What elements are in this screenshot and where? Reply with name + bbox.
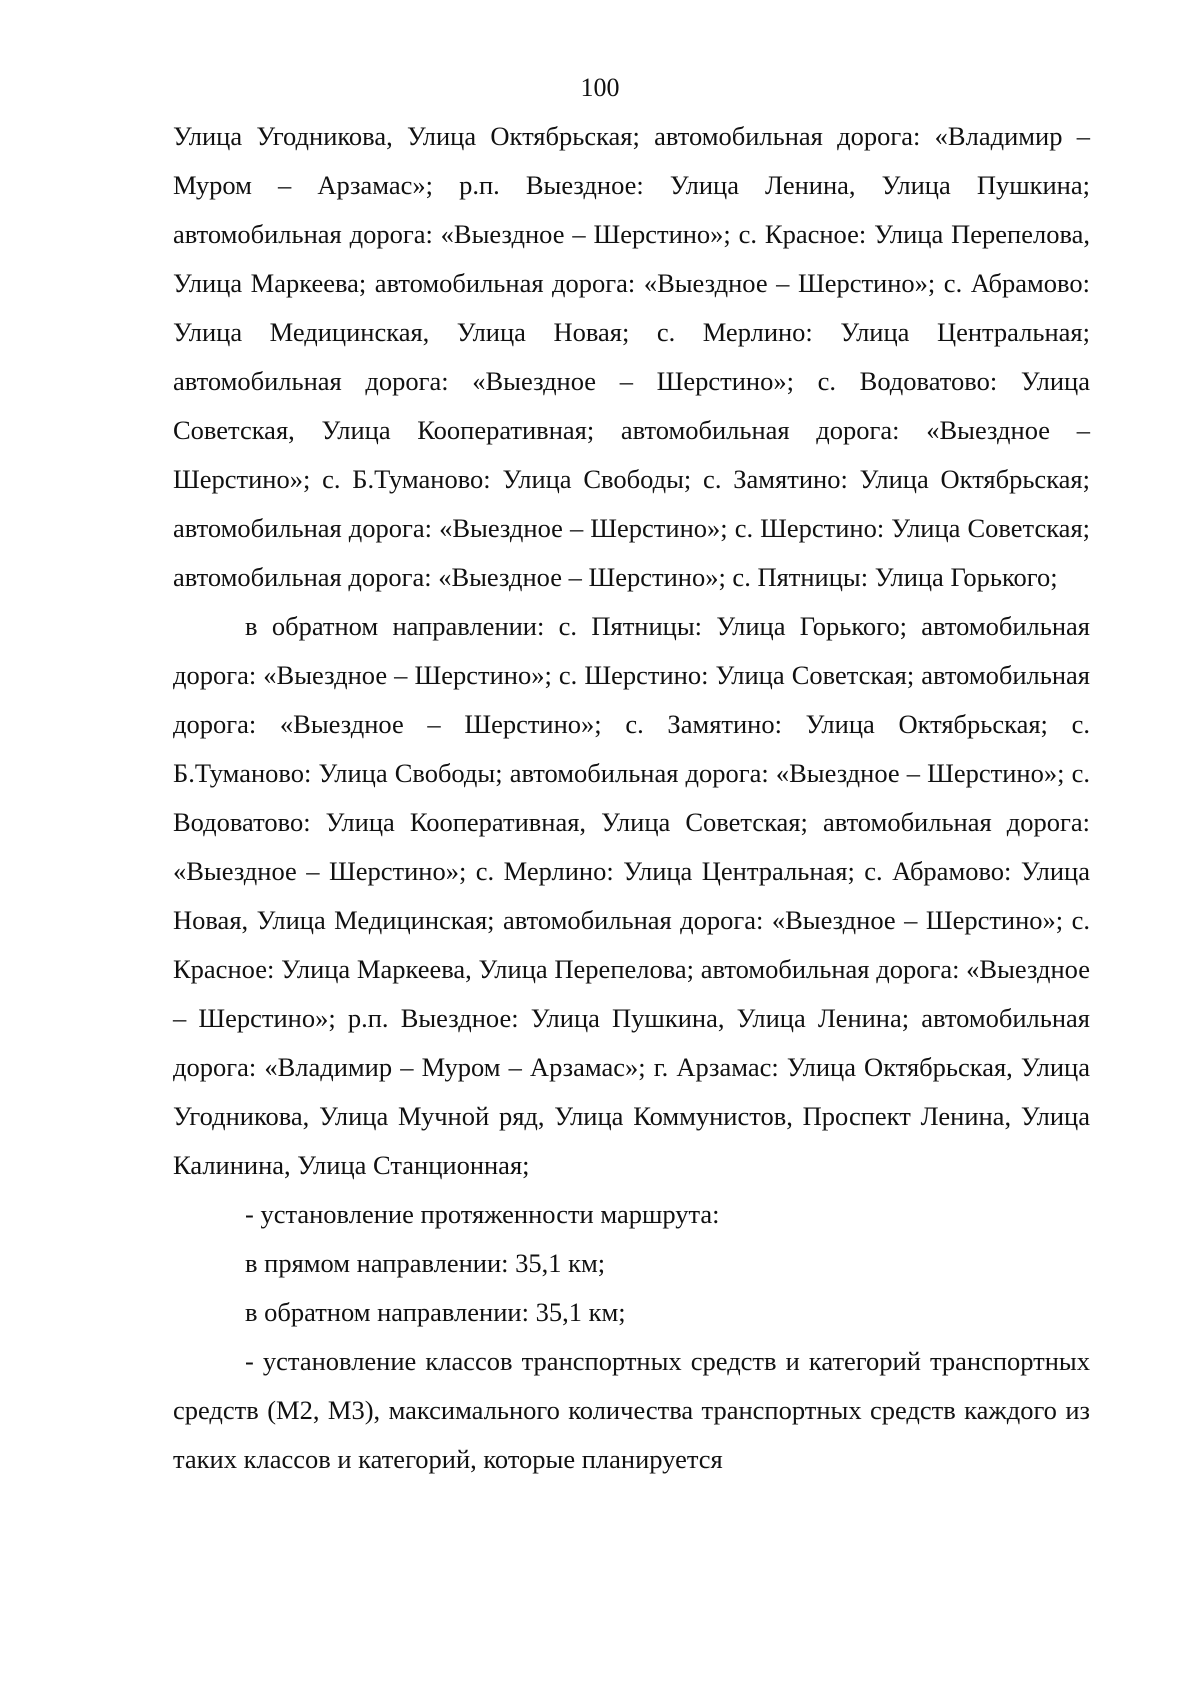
- vehicle-classes-paragraph: - установление классов транспортных средств и категорий транспортных средств (М2, М3), максимального количества транспортных средств каждого из таких классов и категорий, которые планируется: [173, 1346, 1090, 1474]
- route-forward-paragraph: Улица Угодникова, Улица Октябрьская; автомобильная дорога: «Владимир – Муром – Арзамас»; р.п. Выездное: Улица Ленина, Улица Пушкина; автомобильная дорога: «Выездное – Шерстино»; с. Красное: Улица Перепелова, Улица Маркеева; автомобильная дорога: «Выездное – Шерстино»; с. Абрамово: Улица Медицинская, Улица Новая; с. Мерлино: Улица Центральная; автомобильная дорога: «Выездное – Шерстино»; с. Водоватово: Улица Советская, Улица Кооперативная; автомобильная дорога: «Выездное – Шерстино»; с. Б.Туманово: Улица Свободы; с. Замятино: Улица Октябрьская; автомобильная дорога: «Выездное – Шерстино»; с. Шерстино: Улица Советская; автомобильная дорога: «Выездное – Шерстино»; с. Пятницы: Улица Горького;: [173, 121, 1090, 592]
- route-length-heading: - установление протяженности маршрута:: [245, 1199, 720, 1229]
- document-body: [173, 112, 1090, 1484]
- forward-length-line: в прямом направлении: 35,1 км;: [245, 1248, 606, 1278]
- reverse-length-line: в обратном направлении: 35,1 км;: [245, 1297, 626, 1327]
- route-reverse-paragraph: в обратном направлении: с. Пятницы: Улица Горького; автомобильная дорога: «Выездное – Шерстино»; с. Шерстино: Улица Советская; автомобильная дорога: «Выездное – Шерстино»; с. Замятино: Улица Октябрьская; с. Б.Туманово: Улица Свободы; автомобильная дорога: «Выездное – Шерстино»; с. Водоватово: Улица Кооперативная, Улица Советская; автомобильная дорога: «Выездное – Шерстино»; с. Мерлино: Улица Центральная; с. Абрамово: Улица Новая, Улица Медицинская; автомобильная дорога: «Выездное – Шерстино»; с. Красное: Улица Маркеева, Улица Перепелова; автомобильная дорога: «Выездное – Шерстино»; р.п. Выездное: Улица Пушкина, Улица Ленина; автомобильная дорога: «Владимир – Муром – Арзамас»; г. Арзамас: Улица Октябрьская, Улица Угодникова, Улица Мучной ряд, Улица Коммунистов, Проспект Ленина, Улица Калинина, Улица Станционная;: [173, 611, 1090, 1180]
- page-number: 100: [580, 73, 620, 102]
